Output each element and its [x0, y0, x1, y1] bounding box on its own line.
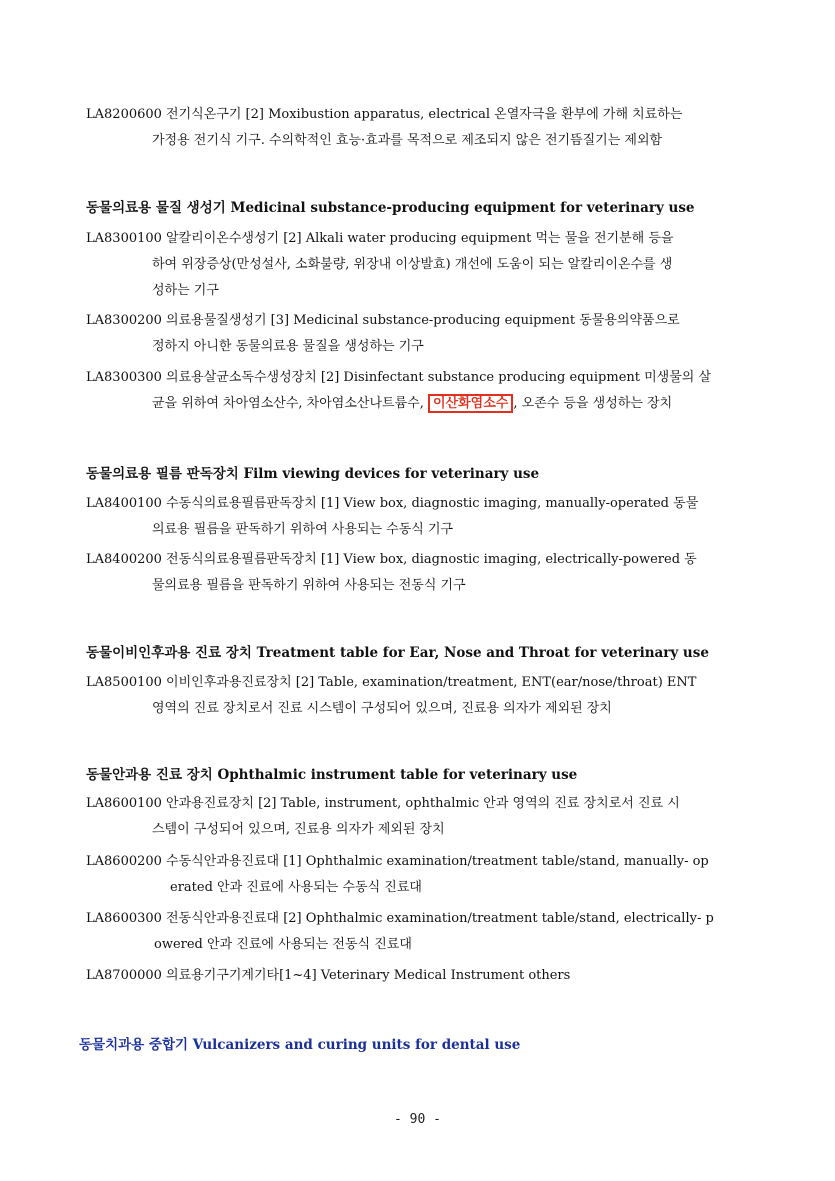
highlighted-term: 이산화염소수	[428, 394, 513, 413]
section-heading-ophthalmic: 동물안과용 진료 장치 Ophthalmic instrument table for veterinary use	[86, 767, 578, 783]
entry-LA8300100	[86, 226, 758, 304]
entry-line: LA8300300 의료용살균소독수생성장치 [2] Disinfectant substance producing equipment 미생물의 살	[86, 370, 712, 385]
entry-line: LA8400100 수동식의료용필름판독장치 [1] View box, diagnostic imaging, manually-operated 동물	[86, 496, 699, 511]
entry-line: LA8700000 의료용기구기계기타[1~4] Veterinary Medical Instrument others	[86, 968, 571, 983]
section-heading-film-viewing: 동물의료용 필름 판독장치 Film viewing devices for veterinary use	[86, 466, 540, 482]
section-heading-medicinal-substance: 동물의료용 물질 생성기 Medicinal substance-producing equipment for veterinary use	[86, 200, 695, 216]
section-heading-ent-treatment: 동물이비인후과용 진료 장치 Treatment table for Ear, Nose and Throat for veterinary use	[86, 645, 709, 661]
entry-continuation: owered 안과 진료에 사용되는 전동식 진료대	[154, 937, 412, 952]
entry-LA8300200	[86, 308, 758, 360]
section-heading-dental-vulcanizers: 동물치과용 중합기 Vulcanizers and curing units for dental use	[79, 1037, 521, 1053]
entry-continuation	[86, 391, 758, 417]
entry-LA8200600	[86, 102, 758, 154]
entry-continuation: 성하는 기구	[152, 283, 219, 298]
entry-continuation: 가정용 전기식 기구. 수의학적인 효능·효과를 목적으로 제조되지 않은 전기뜸질기는 제외함	[152, 133, 663, 148]
entry-line: LA8600300 전동식안과용진료대 [2] Ophthalmic examination/treatment table/stand, electrically- p	[86, 911, 714, 926]
entry-text: , 오존수 등을 생성하는 장치	[513, 396, 673, 411]
entry-continuation: 정하지 아니한 동물의료용 물질을 생성하는 기구	[152, 339, 424, 354]
entry-line: LA8600200 수동식안과용진료대 [1] Ophthalmic examination/treatment table/stand, manually- op	[86, 854, 709, 869]
entry-continuation: 물의료용 필름을 판독하기 위하여 사용되는 전동식 기구	[152, 578, 466, 593]
entry-line: LA8300200 의료용물질생성기 [3] Medicinal substance-producing equipment 동물용의약품으로	[86, 313, 680, 328]
entry-continuation: 의료용 필름을 판독하기 위하여 사용되는 수동식 기구	[152, 522, 454, 537]
entry-continuation: erated 안과 진료에 사용되는 수동식 진료대	[170, 880, 422, 895]
entry-continuation: 하여 위장증상(만성설사, 소화불량, 위장내 이상발효) 개선에 도움이 되는 알칼리이온수를 생	[152, 257, 673, 272]
entry-LA8600100	[86, 791, 758, 843]
entry-continuation: 영역의 진료 장치로서 진료 시스템이 구성되어 있으며, 진료용 의자가 제외된 장치	[152, 701, 612, 716]
entry-line: LA8500100 이비인후과용진료장치 [2] Table, examination/treatment, ENT(ear/nose/throat) ENT	[86, 675, 697, 690]
entry-LA8600200	[86, 849, 758, 901]
entry-LA8700000	[86, 963, 758, 989]
entry-continuation: 스템이 구성되어 있으며, 진료용 의자가 제외된 장치	[152, 822, 445, 837]
entry-LA8500100	[86, 670, 758, 722]
entry-LA8400100	[86, 491, 758, 543]
entry-line: LA8300100 알칼리이온수생성기 [2] Alkali water producing equipment 먹는 물을 전기분해 등을	[86, 231, 674, 246]
entry-LA8600300	[86, 906, 758, 958]
page-number: - 90 -	[394, 1112, 441, 1127]
entry-LA8300300	[86, 365, 758, 417]
entry-line: LA8400200 전동식의료용필름판독장치 [1] View box, diagnostic imaging, electrically-powered 동	[86, 552, 697, 567]
entry-line: LA8600100 안과용진료장치 [2] Table, instrument, ophthalmic 안과 영역의 진료 장치로서 진료 시	[86, 796, 680, 811]
entry-text: 균을 위하여 차아염소산수, 차아염소산나트륨수,	[152, 396, 428, 411]
entry-line: LA8200600 전기식온구기 [2] Moxibustion apparatus, electrical 온열자극을 환부에 가해 치료하는	[86, 107, 683, 122]
entry-LA8400200	[86, 547, 758, 599]
